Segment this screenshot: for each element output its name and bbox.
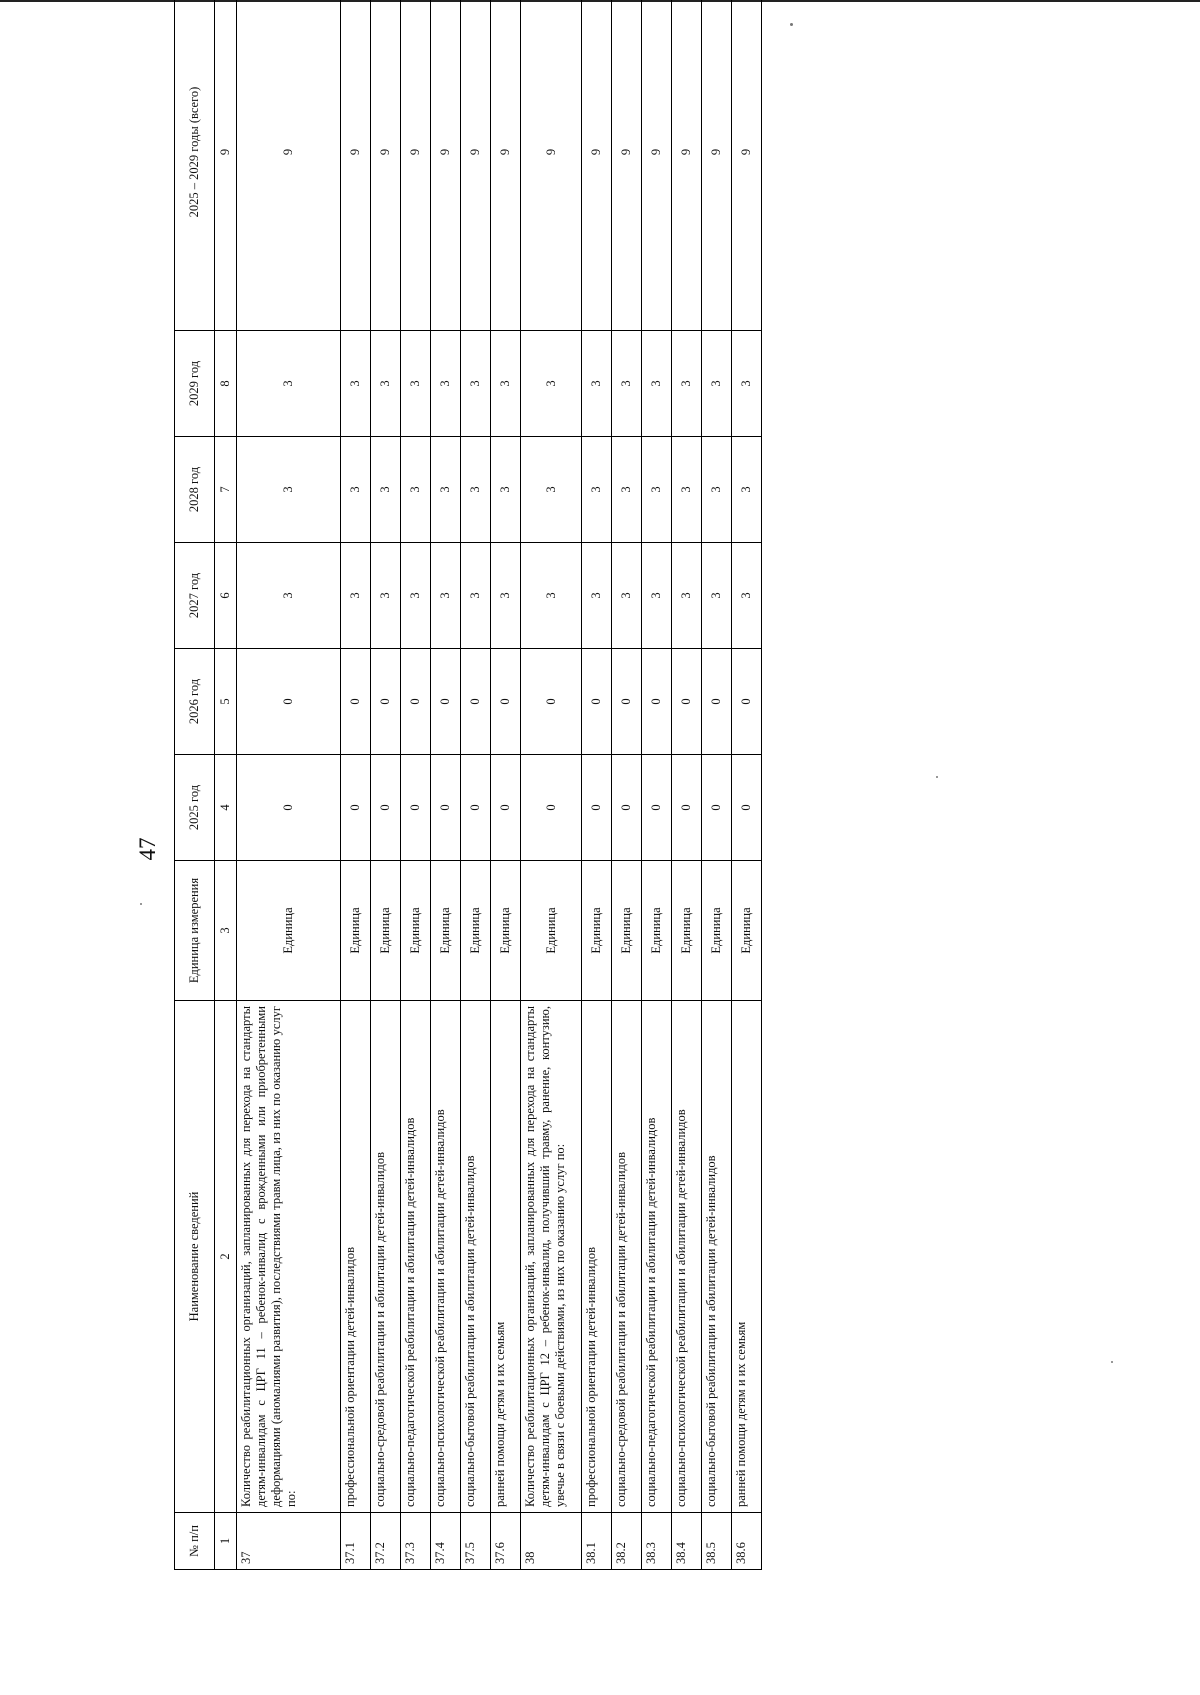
table-row xyxy=(431,0,461,1570)
header-name: Наименование сведений xyxy=(175,1001,215,1513)
table-row xyxy=(237,0,341,1570)
row-2025: 0 xyxy=(461,755,491,861)
column-index-cell: 8 xyxy=(215,331,237,437)
row-2027: 3 xyxy=(461,543,491,649)
row-name: социально-педагогической реабилитации и абилитации детей-инвалидов xyxy=(401,1001,431,1513)
header-2028: 2028 год xyxy=(175,437,215,543)
table-row xyxy=(731,0,761,1570)
table-row xyxy=(581,0,611,1570)
row-2029: 3 xyxy=(491,331,521,437)
row-name: Количество реабилитационных организаций, запланированных для перехода на стандарты детям-инвалидам с ЦРГ 12 – ребенок-инвалид, получивший травму, ранение, контузию, увечье в связи с боевыми действиями, из них по оказанию услуг по: xyxy=(521,1001,581,1513)
row-2025: 0 xyxy=(401,755,431,861)
row-2025: 0 xyxy=(491,755,521,861)
row-2026: 0 xyxy=(341,649,371,755)
header-total: 2025 – 2029 годы (всего) xyxy=(175,0,215,331)
row-num: 38.2 xyxy=(611,1513,641,1570)
row-2027: 3 xyxy=(431,543,461,649)
row-num: 37.1 xyxy=(341,1513,371,1570)
table-row xyxy=(701,0,731,1570)
row-2028: 3 xyxy=(641,437,671,543)
row-2025: 0 xyxy=(341,755,371,861)
row-unit: Единица xyxy=(237,861,341,1001)
row-2026: 0 xyxy=(401,649,431,755)
scan-speck xyxy=(140,903,142,905)
row-2029: 3 xyxy=(431,331,461,437)
row-2026: 0 xyxy=(491,649,521,755)
header-2025: 2025 год xyxy=(175,755,215,861)
row-2027: 3 xyxy=(611,543,641,649)
row-2029: 3 xyxy=(671,331,701,437)
row-name: Количество реабилитационных организаций, запланированных для перехода на стандарты детям-инвалидам с ЦРГ 11 – ребенок-инвалид с врожденными или приобретенными деформациями (аномалиями развития), последствиями травм лица, из них по оказанию услуг по: xyxy=(237,1001,341,1513)
table-row xyxy=(611,0,641,1570)
row-unit: Единица xyxy=(371,861,401,1001)
row-total: 9 xyxy=(611,0,641,331)
row-2027: 3 xyxy=(491,543,521,649)
row-total: 9 xyxy=(341,0,371,331)
row-2026: 0 xyxy=(237,649,341,755)
row-2027: 3 xyxy=(701,543,731,649)
row-2026: 0 xyxy=(671,649,701,755)
row-2026: 0 xyxy=(581,649,611,755)
row-2029: 3 xyxy=(401,331,431,437)
row-name: профессиональной ориентации детей-инвалидов xyxy=(581,1001,611,1513)
row-2025: 0 xyxy=(431,755,461,861)
header-2026: 2026 год xyxy=(175,649,215,755)
row-2029: 3 xyxy=(641,331,671,437)
row-total: 9 xyxy=(641,0,671,331)
table-body xyxy=(237,0,762,1570)
row-name: социально-бытовой реабилитации и абилитации детей-инвалидов xyxy=(701,1001,731,1513)
row-total: 9 xyxy=(701,0,731,331)
row-num: 37.2 xyxy=(371,1513,401,1570)
row-2025: 0 xyxy=(581,755,611,861)
row-2029: 3 xyxy=(341,331,371,437)
row-2026: 0 xyxy=(371,649,401,755)
row-num: 38.6 xyxy=(731,1513,761,1570)
row-2027: 3 xyxy=(341,543,371,649)
table-row xyxy=(371,0,401,1570)
row-total: 9 xyxy=(581,0,611,331)
row-2027: 3 xyxy=(641,543,671,649)
row-unit: Единица xyxy=(401,861,431,1001)
column-index-cell: 6 xyxy=(215,543,237,649)
row-2027: 3 xyxy=(671,543,701,649)
row-num: 37.5 xyxy=(461,1513,491,1570)
scan-speck xyxy=(1111,1361,1113,1363)
row-2028: 3 xyxy=(611,437,641,543)
row-total: 9 xyxy=(461,0,491,331)
row-num: 37.6 xyxy=(491,1513,521,1570)
row-num: 38.3 xyxy=(641,1513,671,1570)
row-2025: 0 xyxy=(611,755,641,861)
page-number: 47 xyxy=(135,837,160,861)
row-name: профессиональной ориентации детей-инвалидов xyxy=(341,1001,371,1513)
column-index-cell: 5 xyxy=(215,649,237,755)
row-2026: 0 xyxy=(641,649,671,755)
row-name: ранней помощи детям и их семьям xyxy=(491,1001,521,1513)
row-2027: 3 xyxy=(237,543,341,649)
row-2025: 0 xyxy=(237,755,341,861)
column-index-row xyxy=(215,0,237,1570)
table-row xyxy=(521,0,581,1570)
table-row xyxy=(401,0,431,1570)
row-total: 9 xyxy=(401,0,431,331)
row-2028: 3 xyxy=(371,437,401,543)
row-num: 38 xyxy=(521,1513,581,1570)
rotated-table-container xyxy=(174,74,762,1570)
row-2025: 0 xyxy=(371,755,401,861)
row-unit: Единица xyxy=(671,861,701,1001)
row-unit: Единица xyxy=(431,861,461,1001)
table-row xyxy=(341,0,371,1570)
column-index-cell: 1 xyxy=(215,1513,237,1570)
row-2029: 3 xyxy=(371,331,401,437)
row-unit: Единица xyxy=(581,861,611,1001)
table-row xyxy=(641,0,671,1570)
row-2025: 0 xyxy=(641,755,671,861)
row-unit: Единица xyxy=(461,861,491,1001)
row-2028: 3 xyxy=(731,437,761,543)
row-2029: 3 xyxy=(521,331,581,437)
row-2026: 0 xyxy=(461,649,491,755)
row-2026: 0 xyxy=(701,649,731,755)
column-index-cell: 3 xyxy=(215,861,237,1001)
row-2029: 3 xyxy=(581,331,611,437)
row-2026: 0 xyxy=(521,649,581,755)
row-2028: 3 xyxy=(521,437,581,543)
row-name: социально-психологической реабилитации и абилитации детей-инвалидов xyxy=(671,1001,701,1513)
row-2028: 3 xyxy=(701,437,731,543)
row-2029: 3 xyxy=(611,331,641,437)
header-num: № п/п xyxy=(175,1513,215,1570)
row-2028: 3 xyxy=(461,437,491,543)
row-2028: 3 xyxy=(581,437,611,543)
column-index-cell: 2 xyxy=(215,1001,237,1513)
row-total: 9 xyxy=(491,0,521,331)
row-2027: 3 xyxy=(731,543,761,649)
row-2028: 3 xyxy=(431,437,461,543)
column-index-cell: 9 xyxy=(215,0,237,331)
table-row xyxy=(491,0,521,1570)
row-unit: Единица xyxy=(491,861,521,1001)
column-index-cell: 4 xyxy=(215,755,237,861)
row-num: 38.1 xyxy=(581,1513,611,1570)
row-num: 37.3 xyxy=(401,1513,431,1570)
row-name: ранней помощи детям и их семьям xyxy=(731,1001,761,1513)
data-table xyxy=(174,0,762,1570)
row-2028: 3 xyxy=(341,437,371,543)
row-total: 9 xyxy=(371,0,401,331)
row-name: социально-педагогической реабилитации и абилитации детей-инвалидов xyxy=(641,1001,671,1513)
row-2029: 3 xyxy=(701,331,731,437)
header-unit: Единица измерения xyxy=(175,861,215,1001)
row-name: социально-психологической реабилитации и абилитации детей-инвалидов xyxy=(431,1001,461,1513)
row-2028: 3 xyxy=(671,437,701,543)
row-2027: 3 xyxy=(401,543,431,649)
row-2025: 0 xyxy=(701,755,731,861)
row-total: 9 xyxy=(671,0,701,331)
row-total: 9 xyxy=(431,0,461,331)
header-2029: 2029 год xyxy=(175,331,215,437)
row-num: 37 xyxy=(237,1513,341,1570)
row-2026: 0 xyxy=(611,649,641,755)
row-name: социально-средовой реабилитации и абилитации детей-инвалидов xyxy=(371,1001,401,1513)
row-2026: 0 xyxy=(431,649,461,755)
row-total: 9 xyxy=(521,0,581,331)
row-2027: 3 xyxy=(371,543,401,649)
row-num: 38.5 xyxy=(701,1513,731,1570)
row-unit: Единица xyxy=(611,861,641,1001)
row-2029: 3 xyxy=(237,331,341,437)
scan-speck xyxy=(936,776,938,778)
row-total: 9 xyxy=(731,0,761,331)
header-row xyxy=(175,0,215,1570)
row-unit: Единица xyxy=(701,861,731,1001)
row-unit: Единица xyxy=(641,861,671,1001)
row-2025: 0 xyxy=(521,755,581,861)
row-num: 37.4 xyxy=(431,1513,461,1570)
row-2029: 3 xyxy=(461,331,491,437)
row-2027: 3 xyxy=(521,543,581,649)
row-num: 38.4 xyxy=(671,1513,701,1570)
scan-speck xyxy=(790,23,793,26)
row-2028: 3 xyxy=(491,437,521,543)
row-unit: Единица xyxy=(521,861,581,1001)
row-2025: 0 xyxy=(671,755,701,861)
table-row xyxy=(671,0,701,1570)
row-name: социально-средовой реабилитации и абилитации детей-инвалидов xyxy=(611,1001,641,1513)
row-unit: Единица xyxy=(341,861,371,1001)
row-name: социально-бытовой реабилитации и абилитации детей-инвалидов xyxy=(461,1001,491,1513)
column-index-cell: 7 xyxy=(215,437,237,543)
row-2026: 0 xyxy=(731,649,761,755)
row-total: 9 xyxy=(237,0,341,331)
row-2028: 3 xyxy=(401,437,431,543)
table-row xyxy=(461,0,491,1570)
header-2027: 2027 год xyxy=(175,543,215,649)
row-2028: 3 xyxy=(237,437,341,543)
row-unit: Единица xyxy=(731,861,761,1001)
row-2029: 3 xyxy=(731,331,761,437)
row-2025: 0 xyxy=(731,755,761,861)
row-2027: 3 xyxy=(581,543,611,649)
